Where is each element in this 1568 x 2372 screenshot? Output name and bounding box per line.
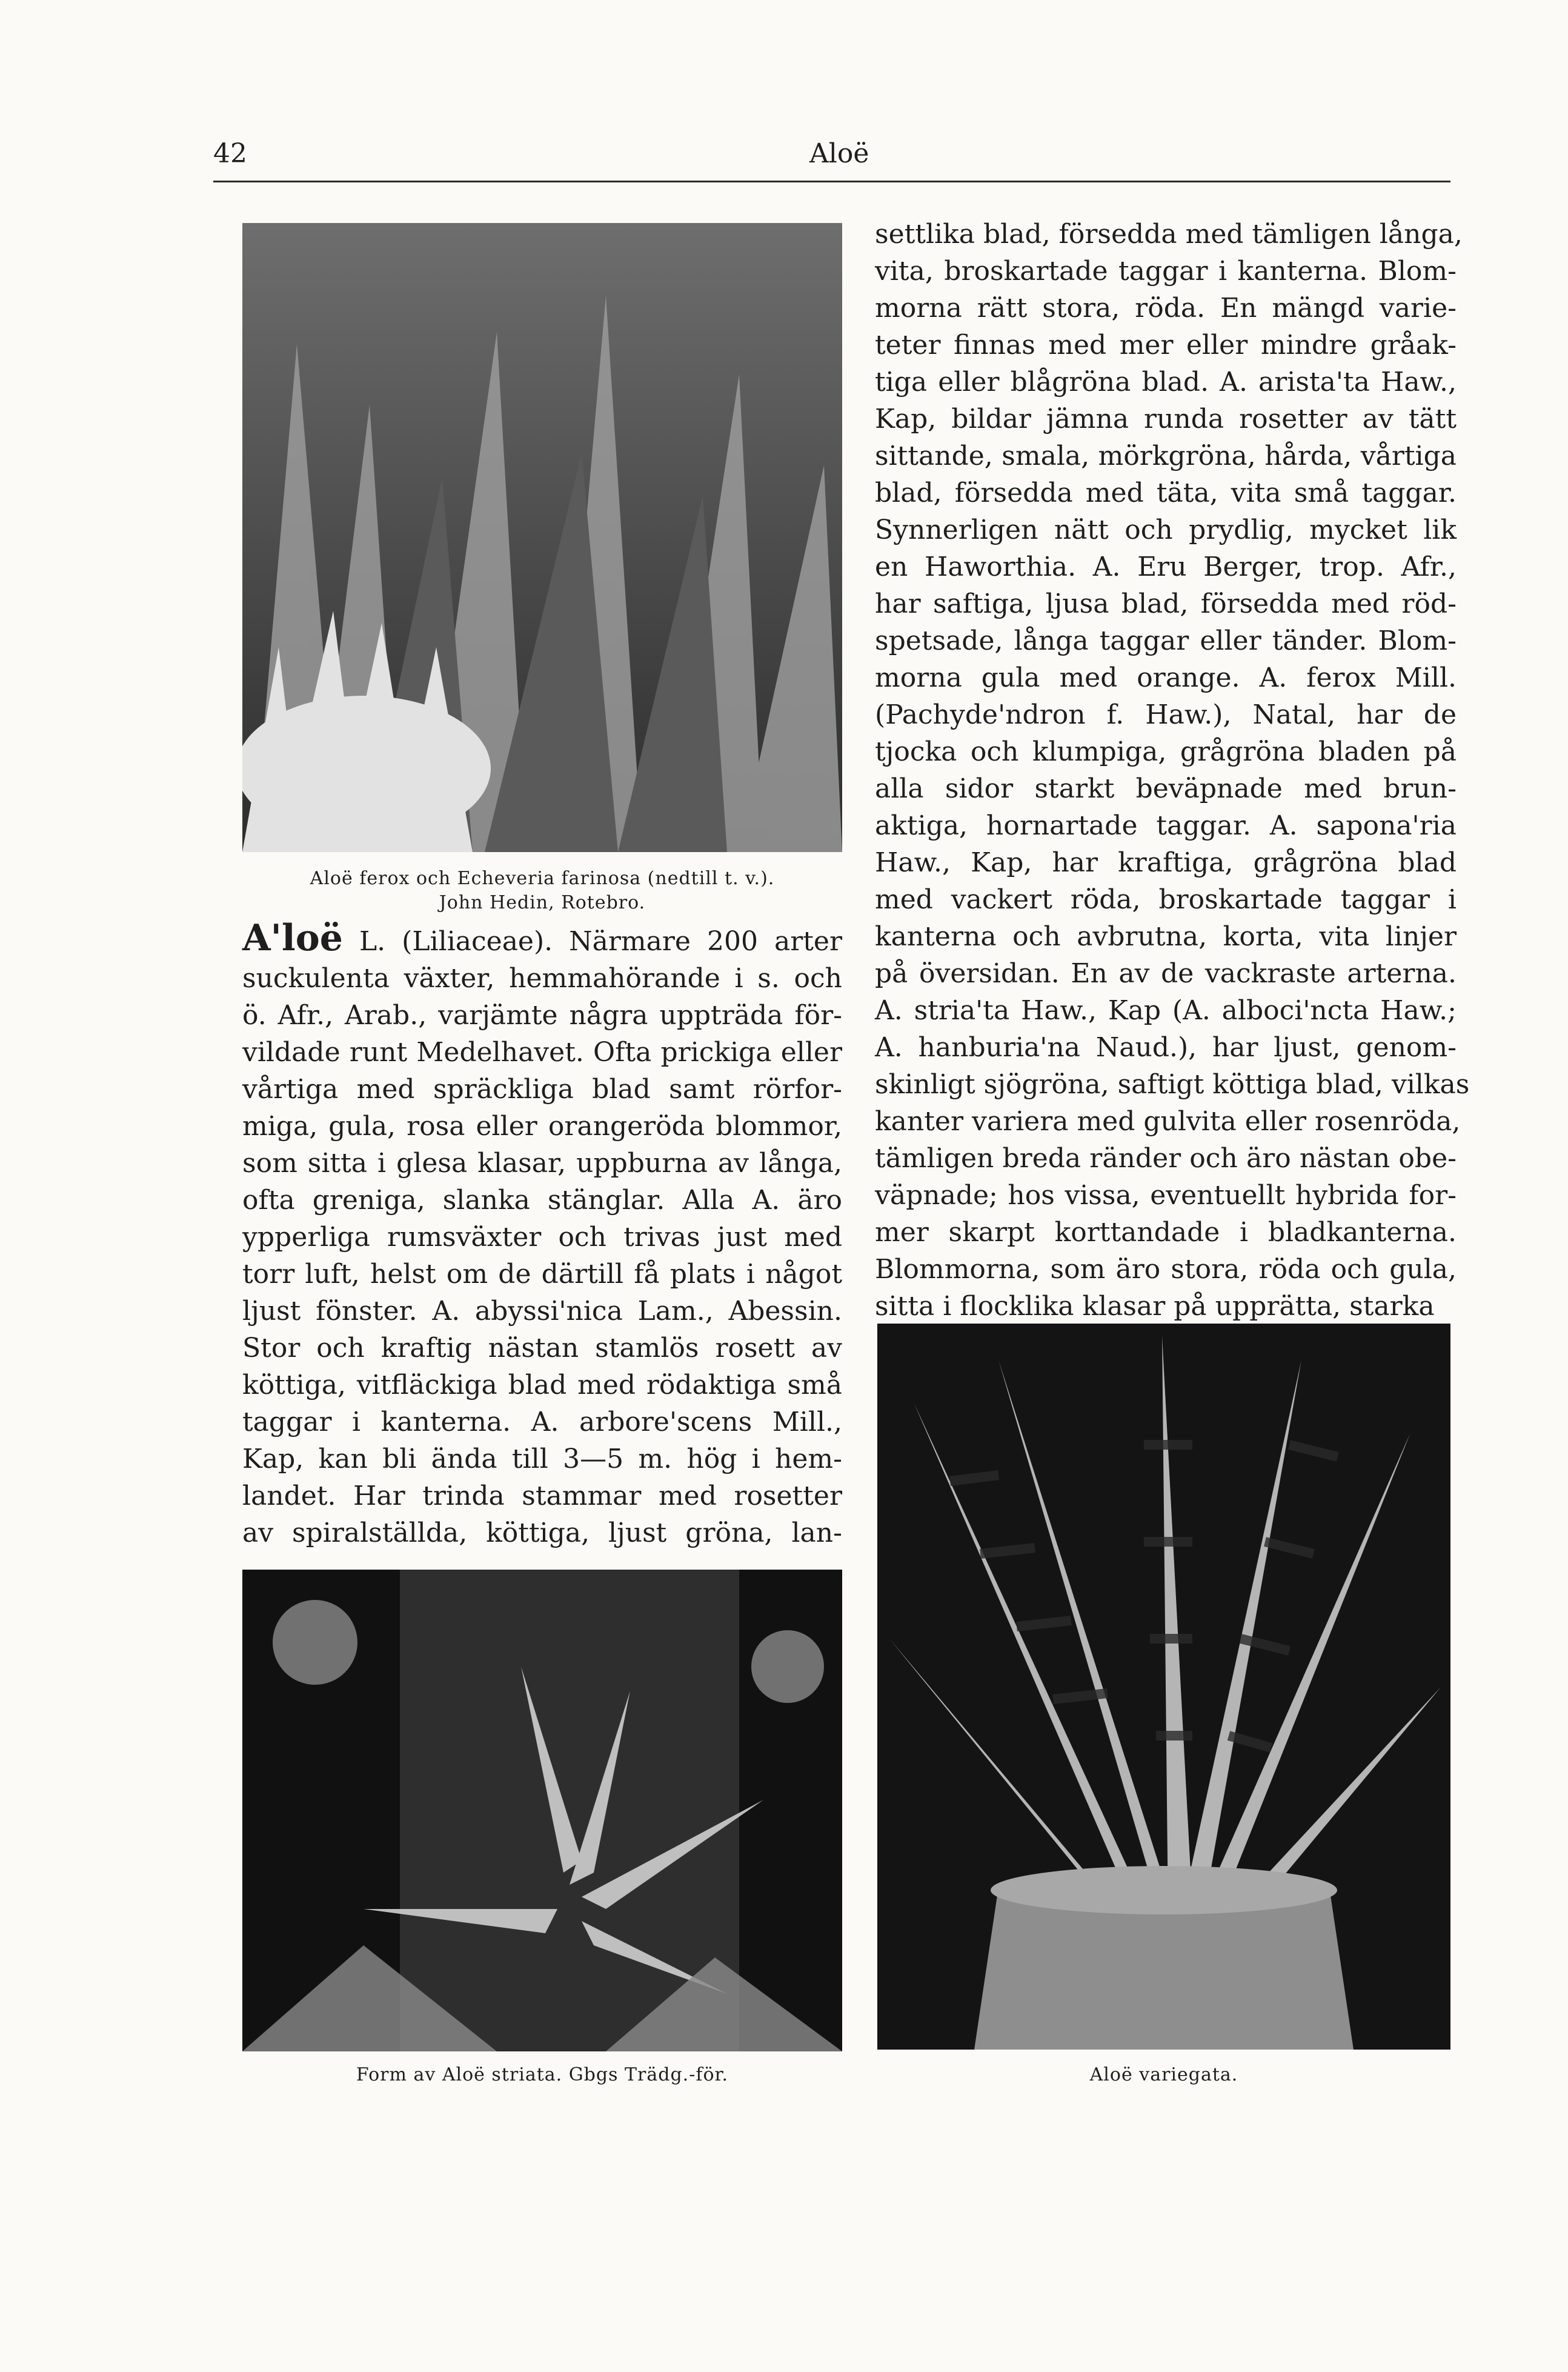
text-line: Kap, kan bli ända till 3—5 m. hög i hem-: [242, 1444, 842, 1474]
text-line: kanterna och avbrutna, korta, vita linjer: [875, 921, 1457, 952]
text-line: sitta i flocklika klasar på upprätta, starka: [875, 1291, 1435, 1322]
text-line: alla sidor starkt beväpnade med brun-: [875, 773, 1457, 804]
text-line: miga, gula, rosa eller orangeröda blommor,: [242, 1111, 842, 1142]
caption-line: Aloë ferox och Echeveria farinosa (nedtill t. v.).: [310, 868, 775, 889]
left-column: [242, 917, 842, 1551]
right-column: [875, 216, 1470, 1325]
text-line: köttiga, vitfläckiga blad med rödaktiga små: [242, 1370, 842, 1401]
text-line: ypperliga rumsväxter och trivas just med: [242, 1222, 842, 1253]
photo-aloe-variegata: [877, 1324, 1450, 2050]
text-line: ofta greniga, slanka stänglar. Alla A. äro: [242, 1185, 842, 1216]
text-line: aktiga, hornartade taggar. A. sapona'ria: [875, 810, 1457, 841]
text-line: A. hanburia'na Naud.), har ljust, genom-: [875, 1032, 1457, 1063]
text-line: Stor och kraftig nästan stamlös rosett av: [242, 1333, 842, 1364]
text-line: kanter variera med gulvita eller rosenröda,: [875, 1106, 1461, 1137]
text-line: en Haworthia. A. Eru Berger, trop. Afr.,: [875, 551, 1457, 582]
text-line: skinligt sjögröna, saftigt köttiga blad, vilkas: [875, 1069, 1470, 1100]
text-line: väpnade; hos vissa, eventuellt hybrida for-: [875, 1180, 1457, 1211]
text-line: torr luft, helst om de därtill få plats i något: [242, 1259, 842, 1290]
text-line: på översidan. En av de vackraste arterna.: [875, 958, 1457, 989]
photo-aloe-striata: [242, 1570, 842, 2051]
text-line: Kap, bildar jämna runda rosetter av tätt: [875, 404, 1457, 435]
header-rule: [213, 181, 1450, 182]
page-number: 42: [213, 138, 247, 169]
entry-headword: A'loë: [242, 917, 343, 959]
text-line: teter finnas med mer eller mindre gråak-: [875, 330, 1457, 361]
text-line: ö. Afr., Arab., varjämte några uppträda för-: [242, 1000, 842, 1031]
text-line: landet. Har trinda stammar med rosetter: [242, 1481, 842, 1511]
figure-caption-top-left: [242, 867, 842, 915]
text-line: vildade runt Medelhavet. Ofta prickiga eller: [242, 1037, 842, 1068]
text-line: Blommorna, som äro stora, röda och gula,: [875, 1254, 1457, 1285]
text-line: tämligen breda ränder och äro nästan obe-: [875, 1143, 1457, 1174]
text-line: med vackert röda, broskartade taggar i: [875, 884, 1457, 915]
figure-caption-bottom-left: Form av Aloë striata. Gbgs Trädg.-för.: [356, 2064, 729, 2085]
text-line: ljust fönster. A. abyssi'nica Lam., Abessin.: [242, 1296, 842, 1327]
text-line: morna rätt stora, röda. En mängd varie-: [875, 293, 1457, 324]
text-line: tjocka och klumpiga, grågröna bladen på: [875, 736, 1457, 767]
text-line: vårtiga med spräckliga blad samt rörfor-: [242, 1074, 842, 1105]
text-line: [242, 917, 842, 960]
text-line: vita, broskartade taggar i kanterna. Blom-: [875, 256, 1457, 287]
figure-caption-bottom-right: Aloë variegata.: [1089, 2064, 1238, 2085]
text-line: suckulenta växter, hemmahörande i s. och: [242, 963, 842, 994]
running-title: Aloë: [809, 138, 869, 169]
text-line: som sitta i glesa klasar, uppburna av långa,: [242, 1148, 842, 1179]
text-line: Synnerligen nätt och prydlig, mycket lik: [875, 515, 1457, 545]
caption-line: John Hedin, Rotebro.: [439, 892, 646, 913]
text-line: tiga eller blågröna blad. A. arista'ta Haw.,: [875, 367, 1457, 398]
text-line: settlika blad, försedda med tämligen långa,: [875, 219, 1463, 250]
text-line: blad, försedda med täta, vita små taggar.: [875, 478, 1457, 508]
text-line: av spiralställda, köttiga, ljust gröna, lan-: [242, 1517, 842, 1548]
text-line: mer skarpt korttandade i bladkanterna.: [875, 1217, 1457, 1248]
text-line: taggar i kanterna. A. arbore'scens Mill.,: [242, 1407, 842, 1438]
text-line: A. stria'ta Haw., Kap (A. alboci'ncta Haw.;: [875, 995, 1457, 1026]
text-line: spetsade, långa taggar eller tänder. Blom-: [875, 625, 1457, 656]
text-line: Haw., Kap, har kraftiga, grågröna blad: [875, 847, 1457, 878]
text-line: morna gula med orange. A. ferox Mill.: [875, 662, 1457, 693]
text-line: sittande, smala, mörkgröna, hårda, vårtiga: [875, 441, 1457, 471]
text-line: har saftiga, ljusa blad, försedda med röd-: [875, 588, 1457, 619]
photo-aloe-ferox: [242, 223, 842, 852]
text-fragment: L. (Liliaceae). Närmare 200 arter: [342, 926, 842, 957]
text-line: (Pachyde'ndron f. Haw.), Natal, har de: [875, 699, 1457, 730]
